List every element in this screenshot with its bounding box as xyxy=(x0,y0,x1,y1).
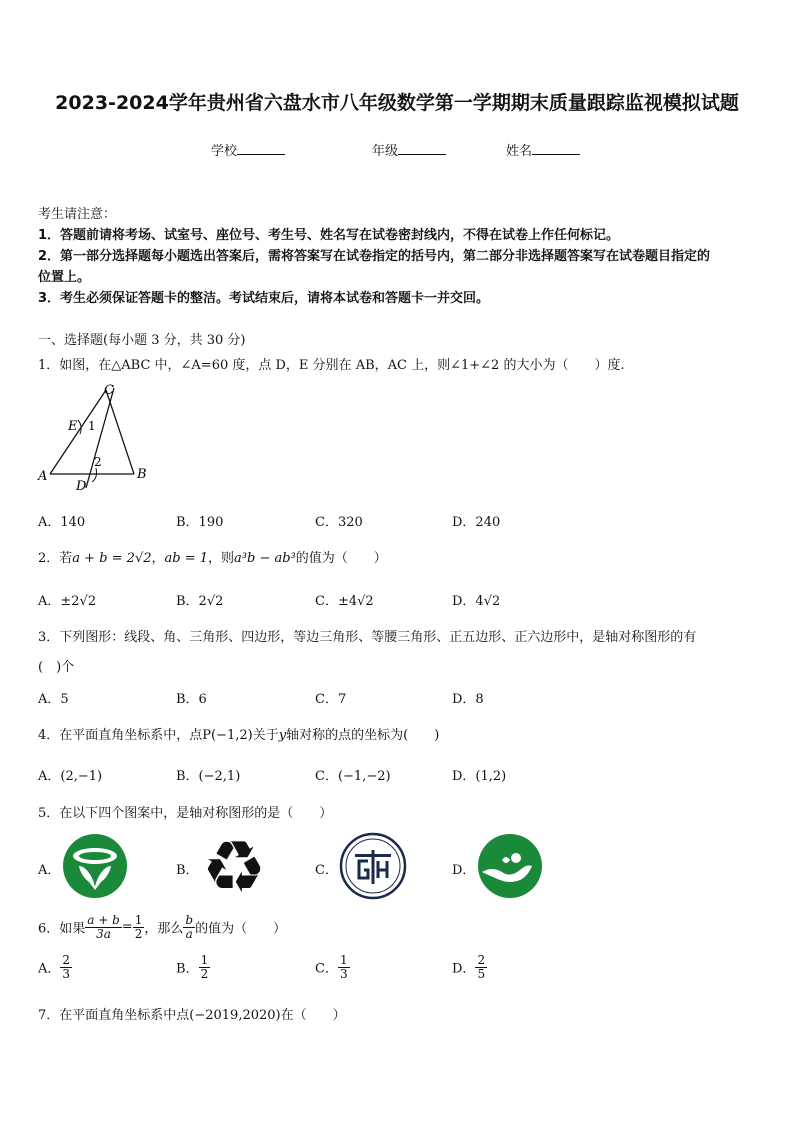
q2-cond1: a + b = 2√2 xyxy=(72,551,152,566)
q2-option-a[interactable]: A．±2√2 xyxy=(38,594,97,609)
recycle-glyph: ♻ xyxy=(201,832,267,900)
q2-option-c[interactable]: C．±4√2 xyxy=(315,594,374,609)
q4-pre: 4．在平面直角坐标系中，点 xyxy=(38,728,203,743)
q3-stem-line1: 3．下列图形：线段、角、三角形、四边形，等边三角形、等腰三角形、正五边形、正六边形中，是轴对称图形的有 xyxy=(38,630,697,645)
q6-option-c-label: C． xyxy=(315,961,338,977)
school-field[interactable] xyxy=(211,140,285,159)
q3-option-b[interactable]: B．6 xyxy=(176,692,207,707)
line-de xyxy=(86,388,114,488)
q4-mid: 关于 xyxy=(252,728,279,743)
q6-option-c-frac xyxy=(338,954,350,980)
q3-stem-line2: ( )个 xyxy=(38,660,75,675)
grade-label: 年级 xyxy=(372,144,399,159)
q6-option-b[interactable] xyxy=(176,954,210,980)
notice-item-2: 2．第一部分选择题每小题选出答案后，需将答案写在试卷指定的括号内，第二部分非选择题答案写在试卷题目指定的 xyxy=(38,249,711,264)
q4-option-a[interactable]: A．(2,−1) xyxy=(38,769,103,784)
q6-pre: 6．如果 xyxy=(38,921,86,937)
name-label: 姓名 xyxy=(506,144,533,159)
q1-option-b[interactable]: B．190 xyxy=(176,515,224,530)
q6-frac3-num: b xyxy=(185,913,194,927)
q4-point: P(−1,2) xyxy=(202,728,253,743)
q6-option-b-den: 2 xyxy=(200,966,209,981)
q3-option-d[interactable]: D．8 xyxy=(452,692,484,707)
q7-pre: 7．在平面直角坐标系中点 xyxy=(38,1008,190,1023)
q6-option-c-num: 1 xyxy=(339,953,348,967)
q6-option-d[interactable] xyxy=(452,954,487,980)
logo-d-water-icon[interactable] xyxy=(476,832,544,900)
q4-stem xyxy=(38,724,439,743)
q2-option-b[interactable]: B．2√2 xyxy=(176,594,224,609)
q6-option-b-num: 1 xyxy=(200,953,209,967)
page-title: 2023-2024学年贵州省六盘水市八年级数学第一学期期末质量跟踪监视模拟试题 xyxy=(55,92,739,114)
q6-option-c[interactable] xyxy=(315,954,350,980)
q2-expr: a³b − ab³ xyxy=(234,551,296,566)
label-d: D xyxy=(76,479,87,494)
q6-frac3-den: a xyxy=(185,926,193,941)
q2-pre: 2．若 xyxy=(38,551,73,566)
q1-triangle-figure xyxy=(34,382,164,494)
q7-post: 在（ ） xyxy=(280,1008,346,1023)
q2-mid: ，则 xyxy=(208,551,235,566)
grade-field[interactable] xyxy=(372,140,446,159)
q4-option-c[interactable]: C．(−1,−2) xyxy=(315,769,391,784)
q6-option-a[interactable] xyxy=(38,954,72,980)
q6-option-d-label: D． xyxy=(452,961,476,977)
q1-option-a[interactable]: A．140 xyxy=(38,515,86,530)
q6-frac1 xyxy=(85,914,122,940)
label-angle-2: 2 xyxy=(94,455,102,469)
q2-option-d[interactable]: D．4√2 xyxy=(452,594,501,609)
q6-stem xyxy=(38,914,286,940)
school-label: 学校 xyxy=(211,144,238,159)
q6-frac2-num: 1 xyxy=(134,913,143,927)
q1-option-d[interactable]: D．240 xyxy=(452,515,501,530)
q4-option-d[interactable]: D．(1,2) xyxy=(452,769,507,784)
q4-option-b[interactable]: B．(−2,1) xyxy=(176,769,241,784)
label-e: E xyxy=(68,419,78,434)
q5-option-a-label[interactable]: A． xyxy=(38,863,61,878)
q5-option-c-label[interactable]: C． xyxy=(315,863,338,878)
school-blank[interactable] xyxy=(237,142,285,155)
q6-option-a-label: A． xyxy=(38,961,61,977)
q4-axis: y xyxy=(278,728,287,743)
q4-post: 轴对称的点的坐标为( ) xyxy=(286,728,440,743)
q6-option-c-den: 3 xyxy=(339,966,348,981)
q6-option-d-frac xyxy=(475,954,487,980)
notice-item-2-cont: 位置上。 xyxy=(38,270,91,285)
logo-c-monogram-icon[interactable] xyxy=(337,832,409,900)
q5-option-d-label[interactable]: D． xyxy=(452,863,476,878)
q6-mid: ，那么 xyxy=(144,921,184,937)
q6-frac2 xyxy=(133,914,145,940)
q2-post: 的值为（ ） xyxy=(295,551,387,566)
q6-post: 的值为（ ） xyxy=(195,921,287,937)
logo-b-recycle-icon[interactable] xyxy=(198,832,270,900)
q1-option-c[interactable]: C．320 xyxy=(315,515,363,530)
name-field[interactable] xyxy=(506,140,580,159)
q6-option-a-den: 3 xyxy=(62,966,71,981)
q3-option-a[interactable]: A．5 xyxy=(38,692,69,707)
q6-option-b-frac xyxy=(199,954,211,980)
q6-frac1-num: a + b xyxy=(87,913,120,927)
q6-eq: = xyxy=(121,919,133,935)
label-c: C xyxy=(104,383,114,398)
label-a: A xyxy=(38,469,48,484)
q6-frac3 xyxy=(183,914,195,940)
q7-stem xyxy=(38,1004,346,1023)
q2-cond2: ab = 1 xyxy=(164,551,209,566)
logo-a-icon[interactable] xyxy=(61,832,129,900)
q5-stem: 5．在以下四个图案中，是轴对称图形的是（ ） xyxy=(38,806,333,821)
q1-stem: 1．如图，在△ABC 中，∠A=60 度，点 D，E 分别在 AB，AC 上，则∠1+∠2 的大小为（ ）度. xyxy=(38,358,625,373)
q6-frac1-den: 3a xyxy=(96,926,111,941)
q6-option-b-label: B． xyxy=(176,961,199,977)
notice-heading: 考生请注意： xyxy=(38,207,117,222)
notice-item-3: 3．考生必须保证答题卡的整洁。考试结束后，请将本试卷和答题卡一并交回。 xyxy=(38,291,490,306)
q2-stem: 2．若a + b = 2√2，ab = 1，则a³b − ab³的值为（ ） xyxy=(38,551,387,566)
q3-option-c[interactable]: C．7 xyxy=(315,692,347,707)
q6-option-d-num: 2 xyxy=(477,953,486,967)
section-heading: 一、选择题(每小题 3 分，共 30 分) xyxy=(38,333,246,348)
q6-option-a-frac xyxy=(60,954,72,980)
label-angle-1: 1 xyxy=(88,419,96,433)
angle-2-arc xyxy=(92,468,97,482)
grade-blank[interactable] xyxy=(398,142,446,155)
label-b: B xyxy=(137,467,147,482)
q7-point: (−2019,2020) xyxy=(189,1008,281,1023)
notice-item-1: 1．答题前请将考场、试室号、座位号、考生号、姓名写在试卷密封线内，不得在试卷上作任何标记。 xyxy=(38,228,620,243)
q6-frac2-den: 2 xyxy=(134,926,143,941)
q5-option-b-label[interactable]: B． xyxy=(176,863,199,878)
name-blank[interactable] xyxy=(532,142,580,155)
q6-option-d-den: 5 xyxy=(477,966,486,981)
q6-option-a-num: 2 xyxy=(62,953,71,967)
